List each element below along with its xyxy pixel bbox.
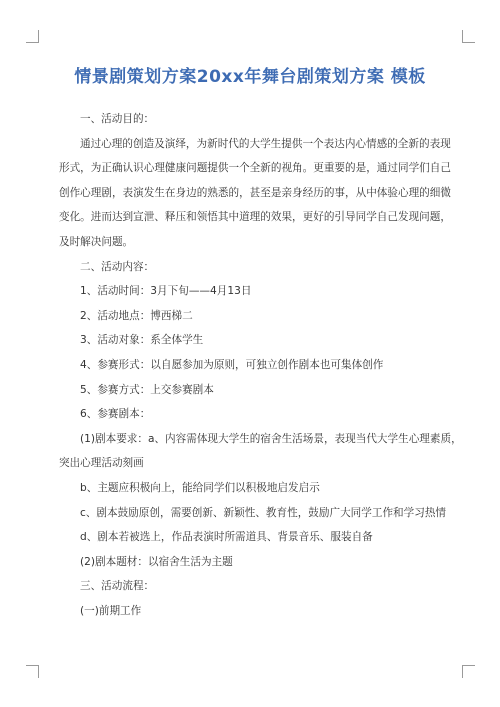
list-item: b、主题应积极向上，能给同学们以积极地启发启示 xyxy=(80,481,320,494)
crop-mark-top-right xyxy=(462,30,475,43)
paragraph-line: 及时解决问题。 xyxy=(59,235,134,248)
section-heading-purpose: 一、活动目的： xyxy=(80,113,155,125)
list-item: 4、参赛形式：以自愿参加为原则，可独立创作剧本也可集体创作 xyxy=(80,358,384,371)
list-item: (2)剧本题材：以宿舍生活为主题 xyxy=(80,555,233,568)
document-body xyxy=(59,113,462,629)
paragraph-line: 突出心理活动刻画 xyxy=(59,457,144,470)
list-item: 1、活动时间：3月下旬——4月13日 xyxy=(80,285,252,298)
list-item: 5、参赛方式：上交参赛剧本 xyxy=(80,383,214,396)
list-item: c、剧本鼓励原创，需要创新、新颖性、教育性，鼓励广大同学工作和学习热情 xyxy=(80,506,447,519)
list-item: 2、活动地点：博西梯二 xyxy=(80,309,193,322)
list-item: (1)剧本要求：a、内容需体现大学生的宿舍生活场景，表现当代大学生心理素质， xyxy=(80,432,462,445)
paragraph-line: 创作心理剧，表演发生在身边的熟悉的，甚至是亲身经历的事，从中体验心理的细微 xyxy=(59,186,451,199)
paragraph-line: 变化。进而达到宣泄、释压和领悟其中道理的效果，更好的引导同学自己发现问题， xyxy=(59,211,451,224)
list-item: 3、活动对象：系全体学生 xyxy=(80,334,204,347)
crop-mark-top-left xyxy=(26,30,39,43)
section-heading-process: 三、活动流程： xyxy=(80,580,155,593)
list-item: (一)前期工作 xyxy=(80,604,142,617)
document-title: 情景剧策划方案20xx年舞台剧策划方案 模板 xyxy=(74,67,426,87)
list-item: 6、参赛剧本： xyxy=(80,408,151,421)
section-heading-content: 二、活动内容： xyxy=(80,260,155,273)
list-item: d、剧本若被选上，作品表演时所需道具、背景音乐、服装自备 xyxy=(80,531,373,544)
crop-mark-bottom-right xyxy=(462,665,475,678)
paragraph-line: 形式，为正确认识心理健康问题提供一个全新的视角。更重要的是，通过同学们自己 xyxy=(59,162,451,175)
paragraph-line: 通过心理的创造及演绎，为新时代的大学生提供一个表达内心情感的全新的表现 xyxy=(80,137,451,150)
crop-mark-bottom-left xyxy=(26,665,39,678)
